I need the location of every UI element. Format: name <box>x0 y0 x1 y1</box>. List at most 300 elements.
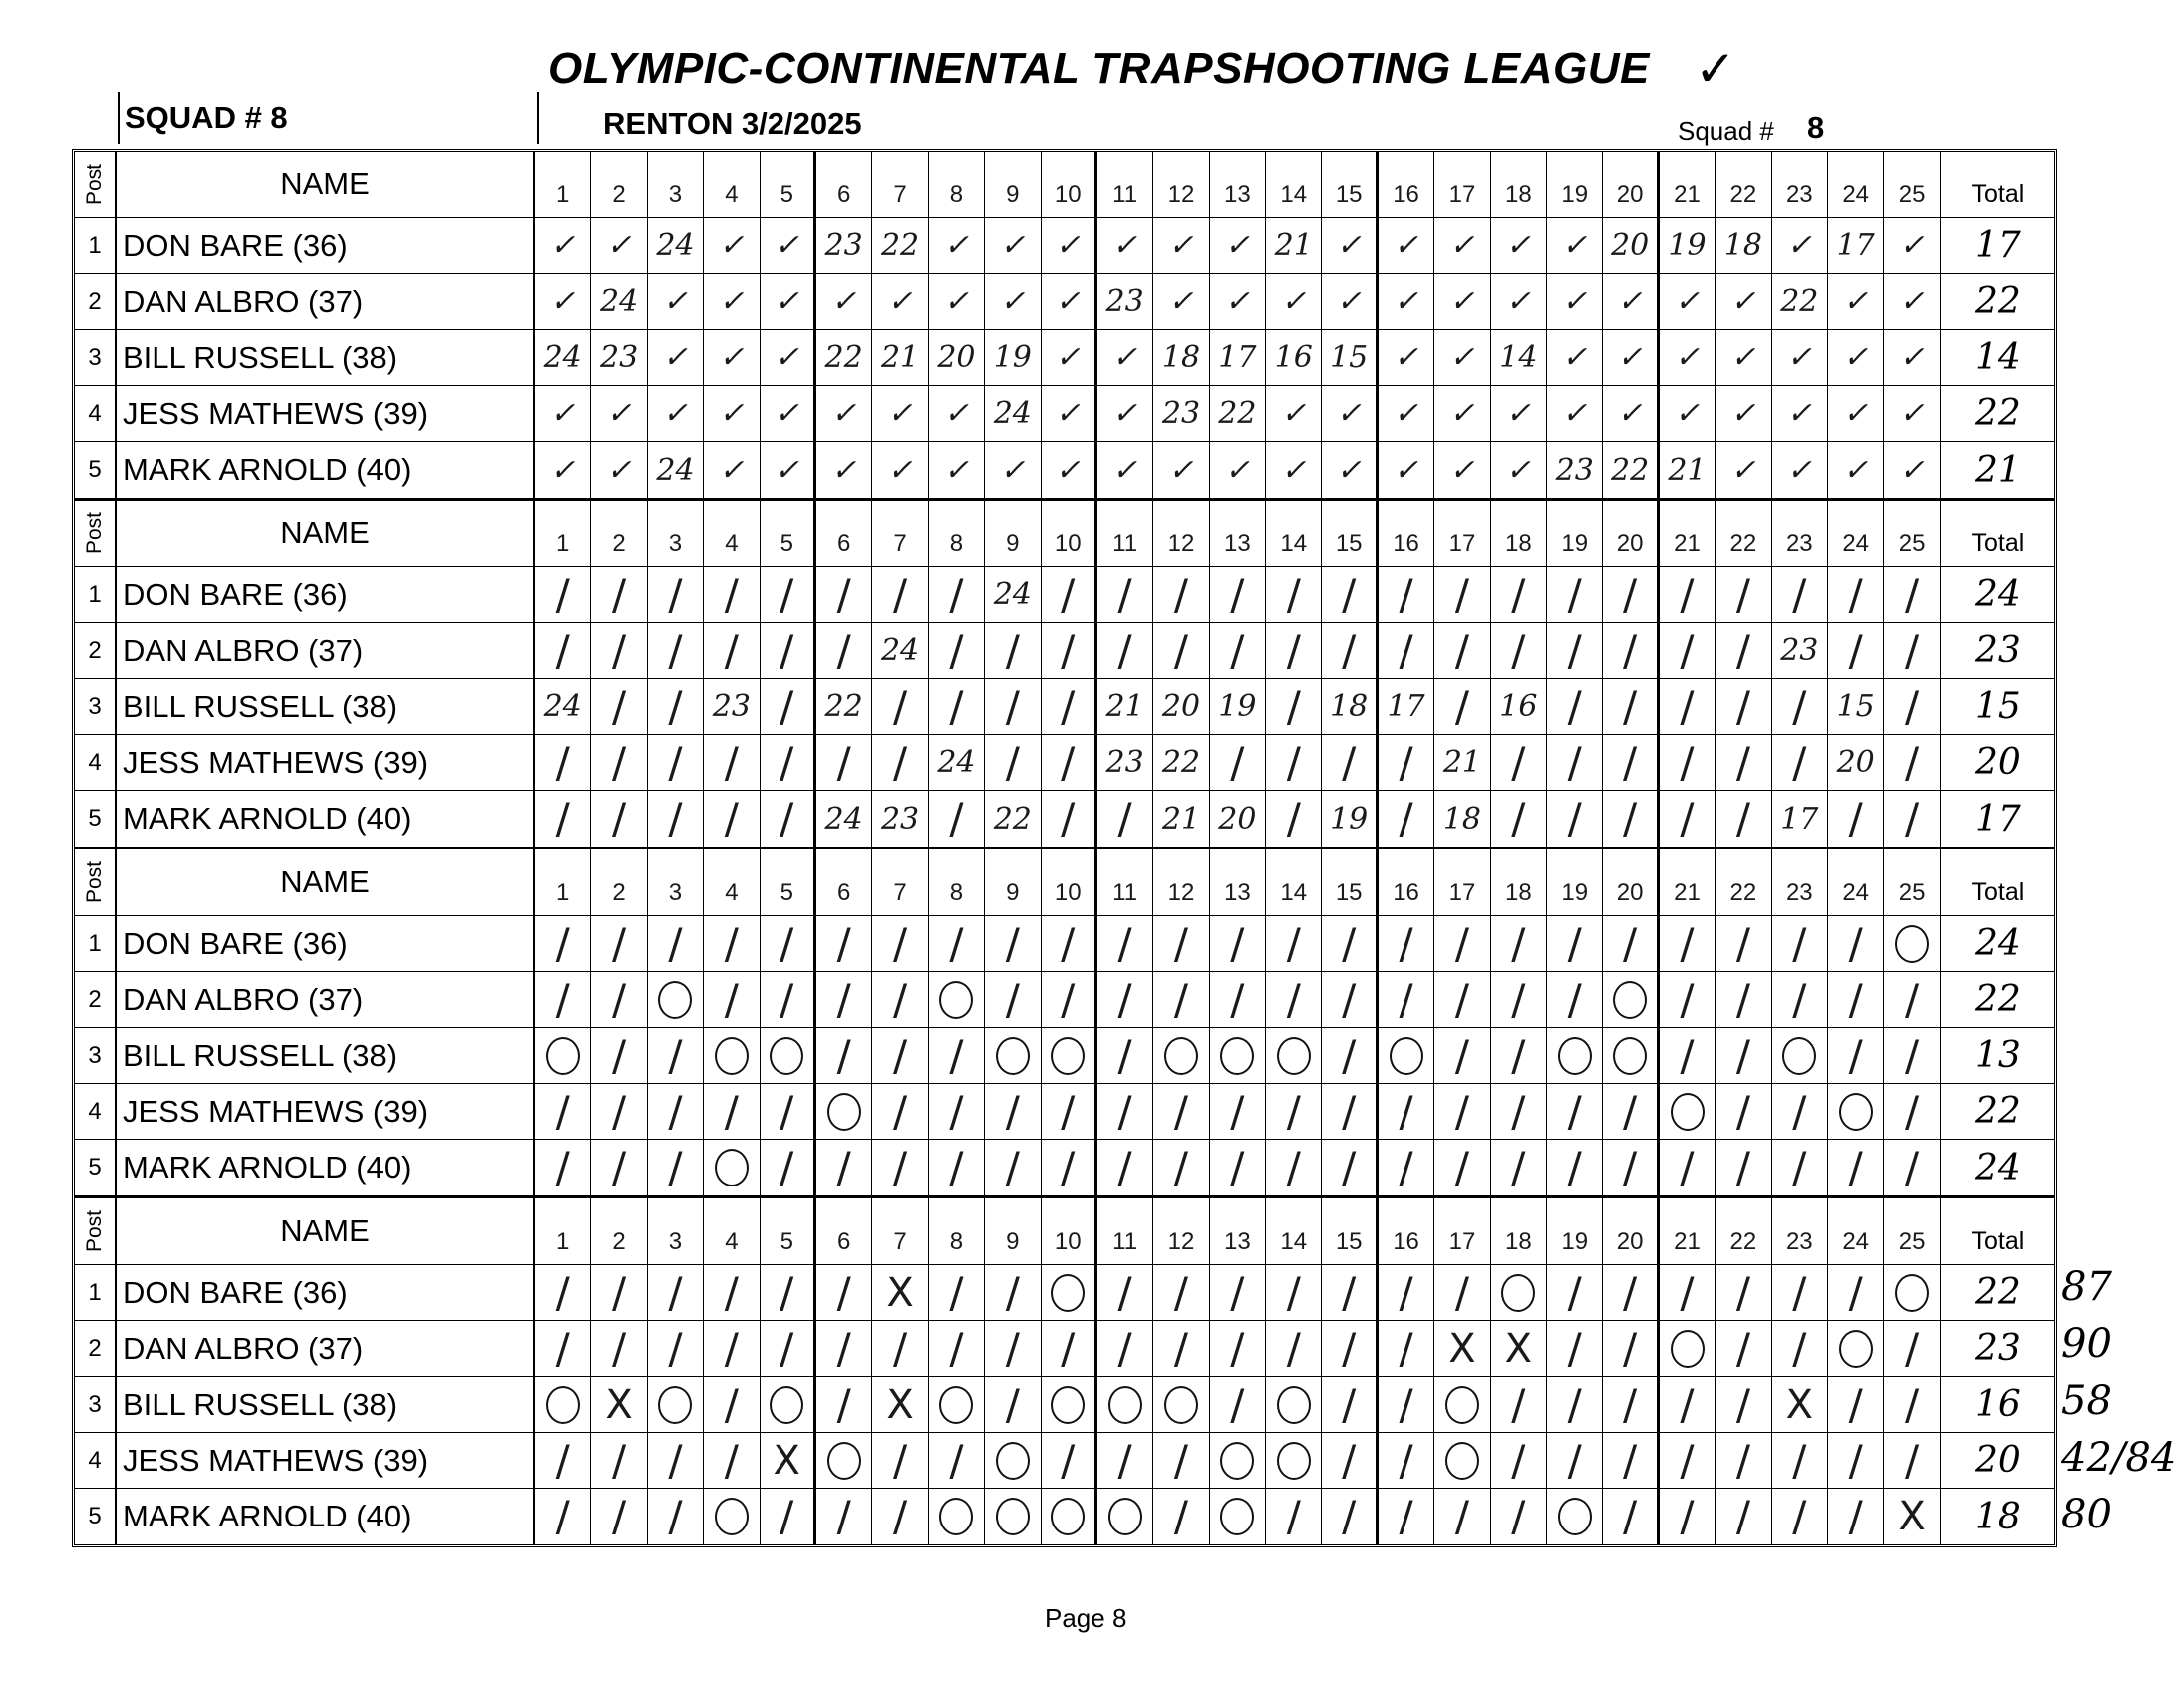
hit-slash-mark: / <box>836 569 851 619</box>
post-number: 2 <box>75 1321 117 1376</box>
hit-slash-mark: / <box>1792 1323 1807 1373</box>
target-cell-miss <box>929 1489 985 1544</box>
post-header-label: Post <box>83 860 106 904</box>
hit-check-mark: ✓ <box>550 452 576 488</box>
target-cell-count <box>1716 218 1771 273</box>
target-number-header: 25 <box>1884 849 1940 915</box>
miss-circle-mark <box>1390 1037 1423 1075</box>
hit-slash-mark: / <box>1173 974 1189 1024</box>
hit-check-mark: ✓ <box>1730 340 1756 375</box>
target-number-header: 21 <box>1660 1198 1716 1264</box>
running-count-mark: 21 <box>1161 801 1201 837</box>
target-number-header: 4 <box>704 501 760 566</box>
hit-slash-mark: / <box>1173 625 1189 675</box>
hit-slash-mark: / <box>612 1492 627 1540</box>
target-cell-hit <box>535 1433 591 1488</box>
shooter-name: JESS MATHEWS (39) <box>117 735 535 790</box>
hit-slash-mark: / <box>1735 1492 1750 1540</box>
miss-circle-mark <box>1051 1274 1085 1312</box>
target-cell-hit <box>1772 1084 1828 1139</box>
hit-slash-mark: / <box>1567 1379 1582 1429</box>
target-cell-hit <box>1097 567 1153 622</box>
target-cell-hit <box>535 972 591 1027</box>
miss-circle-mark <box>1220 1442 1254 1480</box>
hit-check-mark: ✓ <box>1449 396 1475 431</box>
target-cell-hit <box>761 442 816 498</box>
target-cell-hit <box>1547 972 1603 1027</box>
shooter-name: BILL RUSSELL (38) <box>117 1028 535 1083</box>
hit-slash-mark: / <box>1735 1435 1750 1485</box>
target-cell-hit <box>704 386 760 441</box>
target-cell-hit <box>1266 386 1322 441</box>
target-cell-hit <box>1491 218 1547 273</box>
hit-check-mark: ✓ <box>1224 284 1250 319</box>
target-cell-miss <box>872 1265 928 1320</box>
hit-slash-mark: / <box>1173 1143 1189 1191</box>
post-number: 5 <box>75 1489 117 1544</box>
hit-slash-mark: / <box>1904 974 1920 1024</box>
target-cell-hit <box>1153 972 1209 1027</box>
hit-check-mark: ✓ <box>1562 396 1588 431</box>
hit-slash-mark: / <box>949 1143 964 1191</box>
post-number: 4 <box>75 1084 117 1139</box>
shooter-name: DON BARE (36) <box>117 916 535 971</box>
target-cell-hit <box>1603 1377 1659 1432</box>
target-cell-hit <box>1884 735 1940 790</box>
target-cell-hit <box>535 1084 591 1139</box>
target-cell-hit <box>1210 1140 1266 1195</box>
target-number-header: 22 <box>1716 152 1771 217</box>
target-cell-hit <box>648 1084 704 1139</box>
hit-slash-mark: / <box>1511 918 1526 968</box>
target-cell-hit <box>535 1265 591 1320</box>
target-cell-count <box>1491 679 1547 734</box>
target-cell-hit <box>816 1265 872 1320</box>
running-count-mark: 22 <box>1780 284 1819 319</box>
target-cell-hit <box>1603 1321 1659 1376</box>
target-cell-count <box>1660 218 1716 273</box>
hit-check-mark: ✓ <box>1000 284 1026 319</box>
target-cell-hit <box>1266 916 1322 971</box>
hit-slash-mark: / <box>1061 918 1076 968</box>
target-cell-hit <box>1828 791 1884 847</box>
name-header: NAME <box>117 1198 535 1264</box>
target-cell-hit <box>1322 735 1378 790</box>
hit-slash-mark: / <box>1399 1379 1413 1429</box>
hit-check-mark: ✓ <box>550 284 576 319</box>
target-cell-hit <box>1491 791 1547 847</box>
running-count-mark: 22 <box>1161 745 1201 780</box>
miss-circle-mark <box>1558 1037 1592 1075</box>
target-cell-hit <box>1322 1377 1378 1432</box>
hit-slash-mark: / <box>1904 1030 1920 1080</box>
header-divider-left <box>118 92 120 144</box>
hit-slash-mark: / <box>1567 625 1582 675</box>
miss-circle-mark <box>996 1037 1030 1075</box>
hit-slash-mark: / <box>836 625 851 675</box>
hit-check-mark: ✓ <box>831 284 857 319</box>
target-cell-hit <box>535 218 591 273</box>
hit-slash-mark: / <box>1173 1492 1189 1540</box>
hit-check-mark: ✓ <box>1393 340 1419 375</box>
target-cell-hit <box>1716 972 1771 1027</box>
round-total: 23 <box>1974 1328 2021 1369</box>
hit-slash-mark: / <box>1286 625 1301 675</box>
target-cell-hit <box>1491 972 1547 1027</box>
target-cell-hit <box>1884 1321 1940 1376</box>
post-header-label: Post <box>83 163 106 206</box>
target-cell-hit <box>591 1433 647 1488</box>
target-cell-hit <box>1153 1140 1209 1195</box>
target-cell-count <box>648 218 704 273</box>
hit-slash-mark: / <box>1117 569 1132 619</box>
hit-check-mark: ✓ <box>1055 228 1081 263</box>
shooter-name: DON BARE (36) <box>117 1265 535 1320</box>
target-cell-hit <box>1266 735 1322 790</box>
miss-circle-mark <box>546 1386 580 1424</box>
hit-slash-mark: / <box>1623 569 1638 619</box>
target-number-header: 2 <box>591 152 647 217</box>
target-cell-miss <box>535 1377 591 1432</box>
target-cell-hit <box>1716 1028 1771 1083</box>
hit-slash-mark: / <box>555 1086 570 1136</box>
miss-circle-mark <box>996 1442 1030 1480</box>
target-cell-hit <box>1772 1265 1828 1320</box>
target-cell-hit <box>1828 1140 1884 1195</box>
hit-slash-mark: / <box>612 918 627 968</box>
target-cell-hit <box>648 679 704 734</box>
running-count-mark: 17 <box>1218 340 1257 375</box>
target-cell-hit <box>1379 1140 1434 1195</box>
target-cell-hit <box>1660 1433 1716 1488</box>
hit-check-mark: ✓ <box>1055 340 1081 375</box>
target-number-header: 18 <box>1491 1198 1547 1264</box>
target-cell-hit <box>761 330 816 385</box>
hit-slash-mark: / <box>1735 681 1750 731</box>
target-cell-hit <box>1547 1377 1603 1432</box>
running-count-mark: 24 <box>543 340 582 375</box>
target-cell-hit <box>704 442 760 498</box>
target-number-header: 11 <box>1097 849 1153 915</box>
hit-slash-mark: / <box>1792 918 1807 968</box>
post-header <box>75 501 117 566</box>
hit-slash-mark: / <box>1623 737 1638 787</box>
target-number-header: 1 <box>535 849 591 915</box>
target-cell-hit <box>1322 916 1378 971</box>
target-cell-hit <box>648 1140 704 1195</box>
hit-slash-mark: / <box>836 918 851 968</box>
target-cell-hit <box>1266 442 1322 498</box>
target-cell-hit <box>1772 1433 1828 1488</box>
target-cell-hit <box>535 274 591 329</box>
target-cell-hit <box>704 1321 760 1376</box>
hit-slash-mark: / <box>668 1492 683 1540</box>
hit-slash-mark: / <box>1904 625 1920 675</box>
hit-check-mark: ✓ <box>1674 396 1701 431</box>
target-cell-hit <box>704 791 760 847</box>
target-number-header: 8 <box>929 152 985 217</box>
hit-slash-mark: / <box>724 1379 739 1429</box>
target-cell-hit <box>1322 567 1378 622</box>
target-cell-hit <box>872 1140 928 1195</box>
player-row <box>75 679 2054 735</box>
running-count-mark: 24 <box>880 633 920 668</box>
target-cell-hit <box>535 386 591 441</box>
target-number-header: 1 <box>535 152 591 217</box>
target-cell-hit <box>704 1084 760 1139</box>
target-cell-count <box>872 218 928 273</box>
running-count-mark: 18 <box>1442 801 1482 837</box>
target-cell-hit <box>704 1265 760 1320</box>
target-cell-hit <box>1716 1140 1771 1195</box>
hit-check-mark: ✓ <box>1281 396 1307 431</box>
target-cell-hit <box>1491 1377 1547 1432</box>
hit-slash-mark: / <box>1904 794 1920 843</box>
target-number-header: 21 <box>1660 849 1716 915</box>
target-cell-hit <box>761 679 816 734</box>
target-cell-hit <box>1042 218 1097 273</box>
target-cell-hit <box>1603 330 1659 385</box>
target-number-header: 5 <box>761 1198 816 1264</box>
target-cell-count <box>1322 791 1378 847</box>
target-number-header: 13 <box>1210 501 1266 566</box>
target-number-header: 2 <box>591 1198 647 1264</box>
target-cell-hit <box>1322 1321 1378 1376</box>
hit-slash-mark: / <box>1342 1086 1357 1136</box>
page-number: Page 8 <box>1045 1603 1127 1633</box>
running-count-mark: 23 <box>1105 284 1144 319</box>
target-cell-miss <box>1153 1028 1209 1083</box>
target-cell-miss <box>872 1377 928 1432</box>
hit-slash-mark: / <box>1567 569 1582 619</box>
hit-slash-mark: / <box>1061 625 1076 675</box>
hit-check-mark: ✓ <box>831 396 857 431</box>
target-number-header: 15 <box>1322 1198 1378 1264</box>
hit-check-mark: ✓ <box>1730 284 1756 319</box>
hit-check-mark: ✓ <box>887 452 913 488</box>
hit-check-mark: ✓ <box>1562 284 1588 319</box>
target-cell-hit <box>1491 1028 1547 1083</box>
name-header: NAME <box>117 849 535 915</box>
miss-x-mark: X <box>1448 1325 1476 1372</box>
target-cell-hit <box>1660 791 1716 847</box>
target-cell-hit <box>1772 567 1828 622</box>
hit-slash-mark: / <box>892 974 908 1024</box>
target-cell-hit <box>1042 386 1097 441</box>
target-cell-hit <box>1434 1140 1490 1195</box>
hit-slash-mark: / <box>612 1435 627 1485</box>
target-cell-hit <box>1434 1028 1490 1083</box>
target-cell-hit <box>985 274 1041 329</box>
target-cell-hit <box>1547 1265 1603 1320</box>
miss-circle-mark <box>1051 1498 1085 1535</box>
target-cell-hit <box>761 386 816 441</box>
hit-slash-mark: / <box>949 1435 964 1485</box>
miss-circle-mark <box>1839 1330 1873 1368</box>
hit-slash-mark: / <box>555 625 570 675</box>
target-number-header: 6 <box>816 152 872 217</box>
target-cell-hit <box>1828 274 1884 329</box>
hit-slash-mark: / <box>1623 1267 1638 1317</box>
target-cell-hit <box>1491 1489 1547 1544</box>
grand-total-note: 90 <box>2061 1321 2112 1367</box>
hit-slash-mark: / <box>1735 918 1750 968</box>
target-cell-count <box>816 679 872 734</box>
target-cell-hit <box>591 623 647 678</box>
target-cell-count <box>1547 442 1603 498</box>
hit-slash-mark: / <box>1848 1435 1863 1485</box>
shooter-name: DAN ALBRO (37) <box>117 274 535 329</box>
running-count-mark: 24 <box>824 801 863 837</box>
grand-total-note: 87 <box>2061 1264 2112 1310</box>
target-cell-hit <box>704 1377 760 1432</box>
hit-slash-mark: / <box>1848 1492 1863 1540</box>
target-number-header: 4 <box>704 152 760 217</box>
target-cell-hit <box>816 1140 872 1195</box>
target-cell-hit <box>1547 330 1603 385</box>
target-number-header: 21 <box>1660 152 1716 217</box>
target-cell-hit <box>1434 274 1490 329</box>
target-cell-hit <box>761 1084 816 1139</box>
target-cell-hit <box>985 1321 1041 1376</box>
target-cell-miss <box>1042 1489 1097 1544</box>
hit-slash-mark: / <box>1342 625 1357 675</box>
hit-slash-mark: / <box>1061 681 1076 731</box>
target-cell-hit <box>1491 1433 1547 1488</box>
hit-slash-mark: / <box>724 1435 739 1485</box>
hit-slash-mark: / <box>1567 1143 1582 1191</box>
hit-slash-mark: / <box>892 1143 908 1191</box>
hit-check-mark: ✓ <box>1899 396 1925 431</box>
hit-slash-mark: / <box>1454 918 1470 968</box>
hit-slash-mark: / <box>724 737 739 787</box>
target-cell-hit <box>1547 1321 1603 1376</box>
hit-slash-mark: / <box>1511 1492 1526 1540</box>
hit-slash-mark: / <box>780 974 794 1024</box>
player-row <box>75 442 2054 498</box>
target-cell-hit <box>1716 1433 1771 1488</box>
target-number-header: 2 <box>591 849 647 915</box>
round-header-row <box>75 152 2054 218</box>
target-cell-hit <box>535 567 591 622</box>
target-cell-hit <box>1434 623 1490 678</box>
shooter-name: MARK ARNOLD (40) <box>117 791 535 847</box>
hit-slash-mark: / <box>1567 1323 1582 1373</box>
target-cell-miss <box>1828 1084 1884 1139</box>
target-number-header: 3 <box>648 501 704 566</box>
target-cell-hit <box>1266 1140 1322 1195</box>
miss-circle-mark <box>1220 1498 1254 1535</box>
hit-slash-mark: / <box>1511 625 1526 675</box>
target-number-header: 16 <box>1379 1198 1434 1264</box>
hit-slash-mark: / <box>1567 918 1582 968</box>
target-cell-hit <box>1603 679 1659 734</box>
running-count-mark: 23 <box>1780 633 1819 668</box>
hit-slash-mark: / <box>1454 1030 1470 1080</box>
target-cell-hit <box>1379 735 1434 790</box>
target-cell-hit <box>1097 386 1153 441</box>
hit-slash-mark: / <box>1342 1435 1357 1485</box>
round-total: 22 <box>1974 1091 2021 1132</box>
miss-circle-mark <box>1164 1386 1198 1424</box>
hit-slash-mark: / <box>1567 1086 1582 1136</box>
grand-total-note: 42/84 <box>2061 1435 2177 1481</box>
target-cell-hit <box>1491 916 1547 971</box>
target-cell-count <box>1772 791 1828 847</box>
hit-slash-mark: / <box>612 625 627 675</box>
target-cell-hit <box>761 972 816 1027</box>
post-header <box>75 1198 117 1264</box>
target-cell-miss <box>1660 1084 1716 1139</box>
target-number-header: 16 <box>1379 152 1434 217</box>
target-cell-hit <box>1266 1321 1322 1376</box>
target-cell-hit <box>761 916 816 971</box>
target-number-header: 20 <box>1603 1198 1659 1264</box>
hit-check-mark: ✓ <box>1786 340 1812 375</box>
running-count-mark: 20 <box>1611 228 1650 263</box>
target-cell-miss <box>1379 1028 1434 1083</box>
target-cell-hit <box>1379 442 1434 498</box>
hit-slash-mark: / <box>1567 737 1582 787</box>
target-cell-hit <box>1716 735 1771 790</box>
target-cell-hit <box>1322 1084 1378 1139</box>
hit-slash-mark: / <box>1342 737 1357 787</box>
target-cell-hit <box>1042 623 1097 678</box>
miss-circle-mark <box>1671 1093 1705 1131</box>
miss-circle-mark <box>770 1386 803 1424</box>
hit-slash-mark: / <box>1511 1379 1526 1429</box>
target-cell-hit <box>1491 442 1547 498</box>
target-number-header: 23 <box>1772 152 1828 217</box>
target-cell-hit <box>1660 1265 1716 1320</box>
post-header <box>75 849 117 915</box>
hit-slash-mark: / <box>1511 737 1526 787</box>
target-cell-hit <box>1660 679 1716 734</box>
target-cell-hit <box>1772 1489 1828 1544</box>
running-count-mark: 23 <box>599 340 639 375</box>
target-cell-count <box>1266 218 1322 273</box>
target-cell-hit <box>704 735 760 790</box>
hit-slash-mark: / <box>1680 737 1695 787</box>
hit-slash-mark: / <box>780 1492 794 1540</box>
hit-slash-mark: / <box>1511 794 1526 843</box>
hit-slash-mark: / <box>892 1030 908 1080</box>
round-total: 18 <box>1974 1496 2021 1537</box>
hit-slash-mark: / <box>1735 1323 1750 1373</box>
hit-slash-mark: / <box>1005 737 1020 787</box>
running-count-mark: 22 <box>1218 396 1257 431</box>
hit-slash-mark: / <box>1904 737 1920 787</box>
hit-slash-mark: / <box>1173 1435 1189 1485</box>
target-cell-miss <box>1434 1321 1490 1376</box>
target-cell-hit <box>1210 623 1266 678</box>
hit-slash-mark: / <box>1342 918 1357 968</box>
target-cell-hit <box>1434 442 1490 498</box>
hit-check-mark: ✓ <box>1224 228 1250 263</box>
target-cell-count <box>1097 274 1153 329</box>
grand-total-note: 58 <box>2061 1378 2112 1424</box>
target-cell-hit <box>535 442 591 498</box>
target-cell-count <box>1379 679 1434 734</box>
target-cell-hit <box>816 916 872 971</box>
target-cell-hit <box>1828 623 1884 678</box>
hit-slash-mark: / <box>1399 918 1413 968</box>
target-number-header: 22 <box>1716 1198 1771 1264</box>
target-number-header: 17 <box>1434 501 1490 566</box>
target-number-header: 21 <box>1660 501 1716 566</box>
hit-check-mark: ✓ <box>943 228 969 263</box>
target-cell-hit <box>1097 623 1153 678</box>
